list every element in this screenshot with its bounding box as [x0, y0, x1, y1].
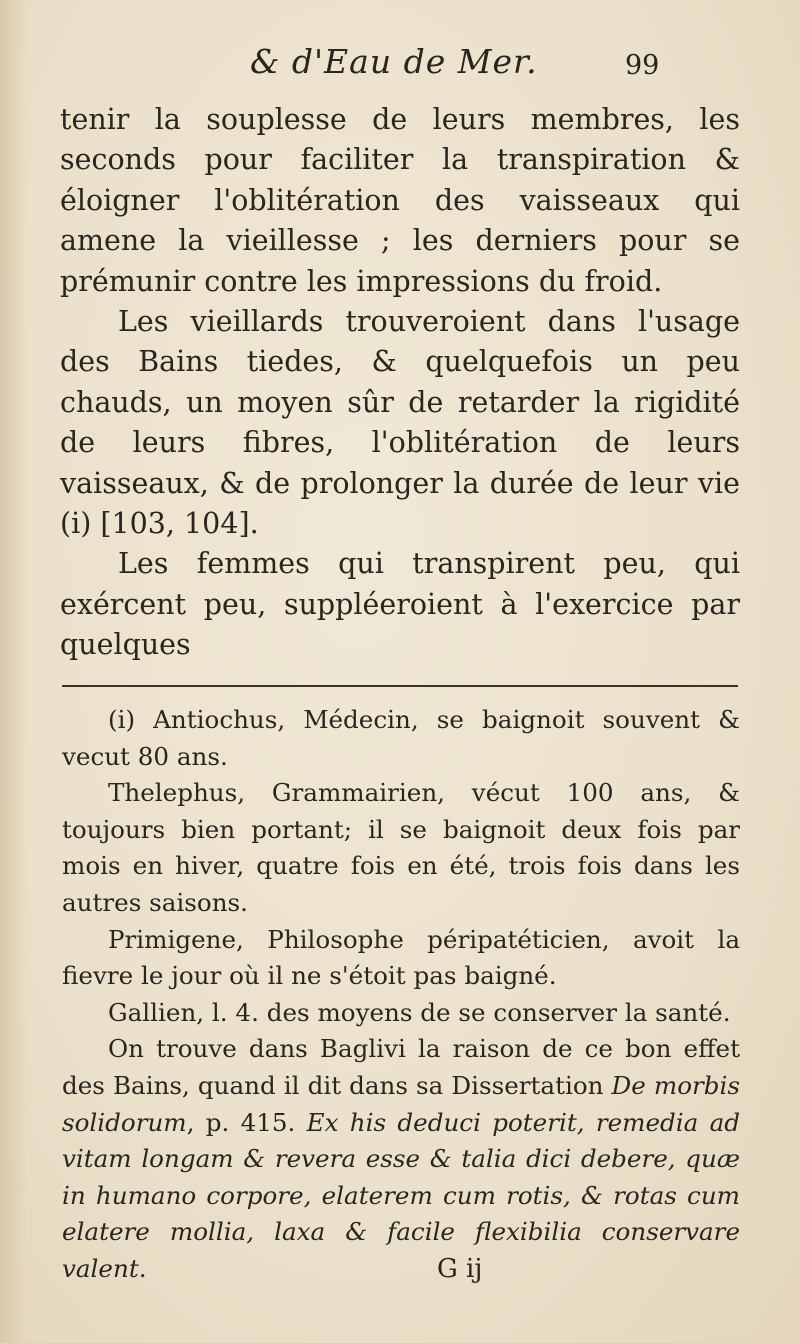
paragraph-3: Les femmes qui transpirent peu, qui exércent peu, suppléeroient à l'exercice par quelques — [60, 547, 740, 662]
footnote-3: Primigene, Philosophe péripatéticien, avoit la fievre le jour où il ne s'étoit pas baigné. — [62, 924, 740, 991]
footnote-4: Gallien, l. 4. des moyens de se conserver la santé. — [108, 997, 731, 1027]
running-head: & d'Eau de Mer. — [250, 42, 538, 81]
page-edge-shadow — [0, 0, 28, 1343]
main-text — [60, 100, 740, 666]
paragraph-1: tenir la souplesse de leurs membres, les seconds pour faciliter la transpiration & éloigner l'oblitération des vaisseaux qui amene la vieillesse ; les derniers pour se prémunir contre les impressions du froid. — [60, 103, 740, 298]
footnote-5-latin: Ex his deduci poterit, remedia ad vitam longam & revera esse & talia dici debere, quæ in humano corpore, elaterem cum rotis, & rotas cum elatere mollia, laxa & facile flexibilia conservare valent. — [62, 1107, 740, 1283]
footnote-5-intro: On trouve dans Baglivi la raison de ce bon effet des Bains, quand il dit dans sa Dissertation — [62, 1034, 740, 1100]
footnote-5 — [62, 1031, 740, 1287]
footnote-1: (i) Antiochus, Médecin, se baignoit souvent & vecut 80 ans. — [62, 705, 740, 771]
footnotes — [62, 702, 740, 1288]
footnote-divider — [62, 685, 738, 687]
page-header — [0, 36, 800, 86]
paragraph-2: Les vieillards trouveroient dans l'usage des Bains tiedes, & quelquefois un peu chauds, un moyen sûr de retarder la rigidité de leurs fibres, l'oblitération de leurs vaisseaux, & de prolonger la durée de leur vie (i) [103, 104]. — [60, 305, 740, 541]
footnote-2: Thelephus, Grammairien, vécut 100 ans, & toujours bien portant; il se baignoit deux fois par mois en hiver, quatre fois en été, trois fois dans les autres saisons. — [62, 778, 740, 917]
footnote-5-title: De morbis solidorum — [62, 1070, 740, 1137]
signature-mark: G ij — [437, 1254, 483, 1284]
footnote-5-ref: , p. 415. — [186, 1107, 307, 1137]
page-number: 99 — [625, 50, 660, 81]
